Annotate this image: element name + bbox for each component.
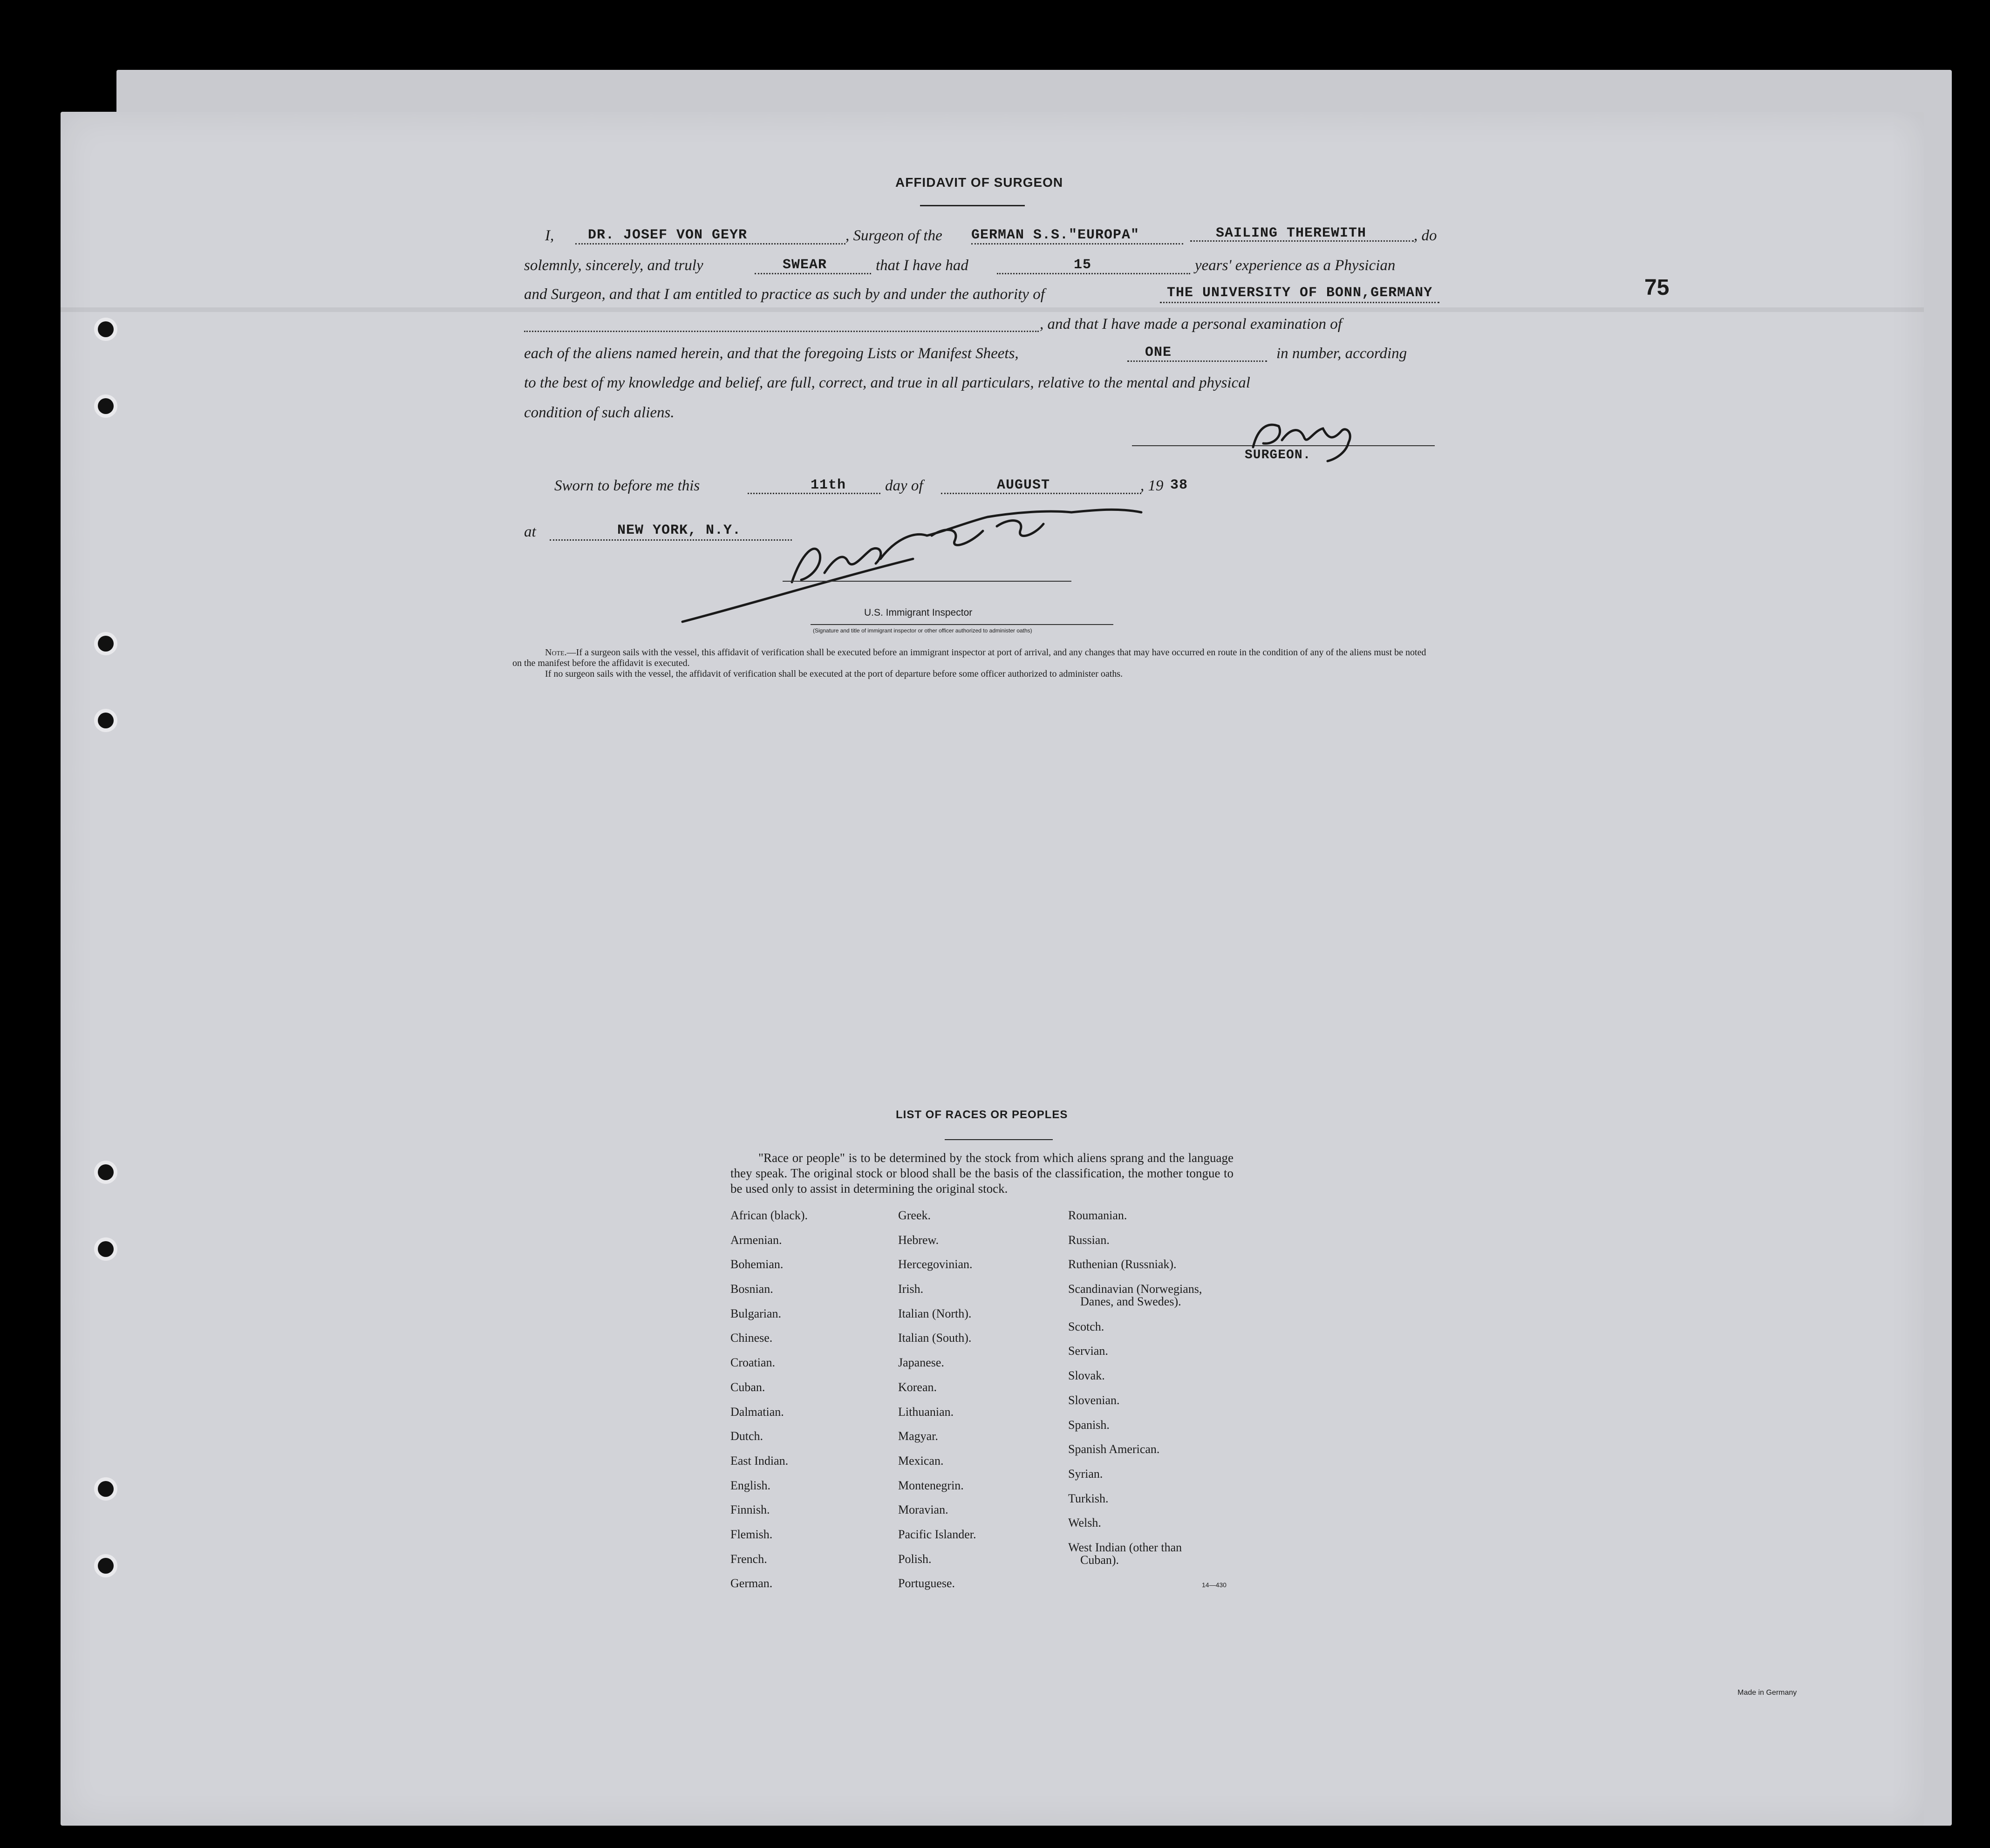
race-item: Chinese. — [730, 1331, 773, 1345]
race-item: Danes, and Swedes). — [1080, 1294, 1181, 1308]
race-item: Irish. — [898, 1282, 924, 1296]
inspector-label-rule — [811, 624, 1113, 625]
note-paragraph-2 — [512, 669, 1435, 679]
race-item: Bohemian. — [730, 1257, 784, 1271]
race-item: Spanish. — [1068, 1418, 1110, 1432]
race-item: West Indian (other than — [1068, 1540, 1182, 1554]
races-column-1 — [730, 1209, 808, 1602]
ship-name: GERMAN S.S."EUROPA" — [971, 227, 1140, 243]
race-item: Finnish. — [730, 1503, 770, 1517]
surgeon-label: SURGEON. — [1245, 448, 1311, 462]
race-item: Roumanian. — [1068, 1209, 1127, 1222]
race-item: Syrian. — [1068, 1467, 1103, 1481]
affidavit-title: AFFIDAVIT OF SURGEON — [895, 175, 1063, 190]
affidavit-line2-suffix: years' experience as a Physician — [1195, 257, 1396, 274]
race-item: Moravian. — [898, 1503, 948, 1517]
affidavit-line7: condition of such aliens. — [524, 404, 675, 421]
race-item: East Indian. — [730, 1454, 789, 1468]
affidavit-line5-prefix: each of the aliens named herein, and that the foregoing Lists or Manifest Sheets, — [524, 345, 1019, 362]
race-item: Slovak. — [1068, 1369, 1105, 1383]
race-item: Mexican. — [898, 1454, 944, 1468]
race-item: Bulgarian. — [730, 1306, 782, 1320]
race-item: Greek. — [898, 1209, 931, 1222]
sworn-month: AUGUST — [997, 477, 1050, 493]
race-item: Hercegovinian. — [898, 1257, 973, 1271]
race-item: French. — [730, 1552, 767, 1566]
form-number: 14—430 — [1202, 1581, 1227, 1589]
race-item: Magyar. — [898, 1429, 938, 1443]
race-item: Cuban. — [730, 1380, 765, 1394]
race-item: Hebrew. — [898, 1233, 939, 1247]
affidavit-line1-prefix: I, — [545, 227, 554, 244]
race-item: Scandinavian (Norwegians, — [1068, 1282, 1202, 1296]
inspector-signature-rule — [783, 581, 1071, 582]
affidavit-note — [512, 647, 1435, 679]
licensing-authority: THE UNIVERSITY OF BONN,GERMANY — [1167, 285, 1433, 301]
race-item: Scotch. — [1068, 1319, 1104, 1333]
surgeon-name: DR. JOSEF VON GEYR — [588, 227, 748, 243]
years-experience: 15 — [1074, 257, 1092, 273]
note-text-1: If a surgeon sails with the vessel, this affidavit of verification shall be executed before an immigrant inspector at port of arrival, and any changes that may have occurred en route in the condition of any of the aliens must be noted on the manifest before the affidavit is executed. — [512, 647, 1426, 668]
affidavit-line2-prefix: solemnly, sincerely, and truly — [524, 257, 703, 274]
race-item: Italian (North). — [898, 1306, 972, 1320]
races-intro: "Race or people" is to be determined by the stock from which aliens sprang and the language they speak. The original stock or blood shall be the basis of the classification, the mother tongue to be used only to assist in determining the original stock. — [730, 1151, 1234, 1196]
sworn-year: 38 — [1170, 477, 1188, 493]
affidavit-line2-mid: that I have had — [876, 257, 968, 274]
at-prefix: at — [524, 523, 536, 540]
race-item: Dutch. — [730, 1429, 763, 1443]
race-item: Korean. — [898, 1380, 937, 1394]
race-item: Croatian. — [730, 1356, 776, 1370]
race-item: Russian. — [1068, 1233, 1110, 1247]
page-number: 75 — [1644, 275, 1670, 300]
affidavit-line6: to the best of my knowledge and belief, are full, correct, and true in all particulars, relative to the mental and physical — [524, 374, 1250, 391]
oath-type: SWEAR — [783, 257, 827, 273]
race-item: Spanish American. — [1068, 1442, 1160, 1456]
affidavit-line3-prefix: and Surgeon, and that I am entitled to practice as such by and under the authority of — [524, 286, 1045, 303]
affidavit-line1-suffix: , do — [1414, 227, 1437, 244]
inspector-label: U.S. Immigrant Inspector — [864, 607, 973, 618]
races-title-rule — [945, 1139, 1053, 1140]
race-item: Portuguese. — [898, 1576, 955, 1590]
race-item: Montenegrin. — [898, 1478, 964, 1492]
race-item: Slovenian. — [1068, 1393, 1120, 1407]
race-item: Servian. — [1068, 1344, 1108, 1358]
race-item: Flemish. — [730, 1527, 773, 1541]
race-item: African (black). — [730, 1209, 808, 1222]
race-item: Lithuanian. — [898, 1405, 954, 1419]
sheet-count: ONE — [1145, 345, 1172, 360]
sworn-mid: day of — [885, 477, 923, 494]
affidavit-line1-mid: , Surgeon of the — [845, 227, 942, 244]
sworn-place: NEW YORK, N.Y. — [617, 523, 742, 538]
race-item: Turkish. — [1068, 1491, 1109, 1505]
race-item: Ruthenian (Russniak). — [1068, 1257, 1177, 1271]
surgeon-status: SAILING THEREWITH — [1216, 225, 1367, 241]
races-title: LIST OF RACES OR PEOPLES — [896, 1108, 1068, 1121]
race-item: Cuban). — [1080, 1553, 1119, 1567]
race-item: German. — [730, 1576, 773, 1590]
made-in-label: Made in Germany — [1738, 1689, 1797, 1697]
sworn-year-prefix: , 19 — [1140, 477, 1164, 494]
inspector-note: (Signature and title of immigrant inspector or other officer authorized to administer oaths) — [813, 627, 1032, 634]
race-item: Pacific Islander. — [898, 1527, 976, 1541]
note-lead: Note.— — [545, 647, 576, 658]
race-item: Italian (South). — [898, 1331, 972, 1345]
race-item: Bosnian. — [730, 1282, 773, 1296]
race-item: Dalmatian. — [730, 1405, 784, 1419]
race-item: Welsh. — [1068, 1516, 1101, 1530]
sworn-day: 11th — [811, 477, 846, 493]
race-item: Armenian. — [730, 1233, 782, 1247]
races-column-2 — [898, 1209, 976, 1602]
affidavit-line4: , and that I have made a personal examination of — [1040, 316, 1342, 333]
note-text-2: If no surgeon sails with the vessel, the affidavit of verification shall be executed at the port of departure before some officer authorized to administer oaths. — [545, 669, 1123, 679]
race-item: English. — [730, 1478, 770, 1492]
sworn-prefix: Sworn to before me this — [554, 477, 700, 494]
races-column-3 — [1068, 1209, 1202, 1579]
note-paragraph-1 — [512, 647, 1435, 669]
race-item: Japanese. — [898, 1356, 944, 1370]
race-item: Polish. — [898, 1552, 932, 1566]
affidavit-line5-suffix: in number, according — [1276, 345, 1407, 362]
